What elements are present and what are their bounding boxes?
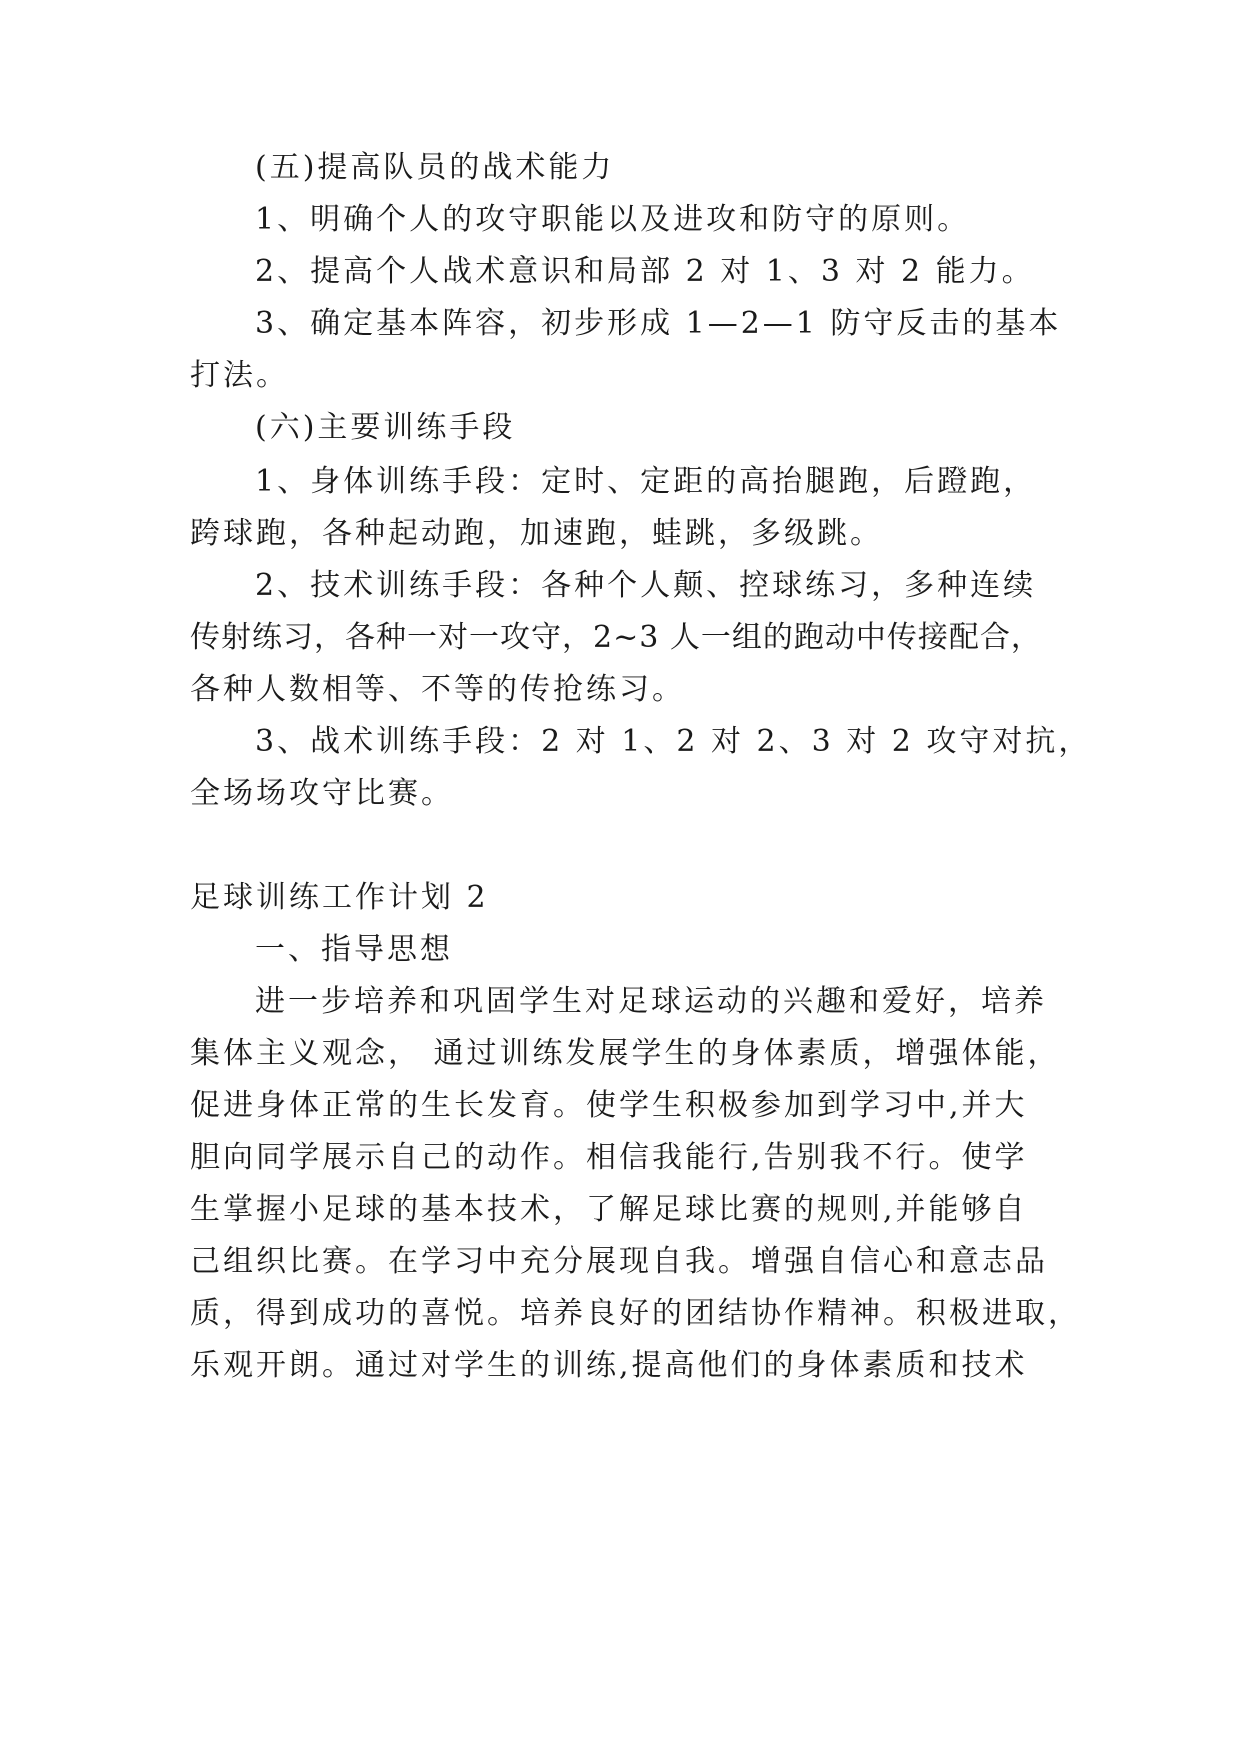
paragraph-line: 生掌握小足球的基本技术，了解足球比赛的规则,并能够自	[190, 1192, 1028, 1227]
section-heading-guiding-thought: 一、指导思想	[255, 932, 453, 967]
paragraph-line: 1、身体训练手段：定时、定距的高抬腿跑，后蹬跑，	[255, 464, 1037, 499]
paragraph-line: 传射练习，各种一对一攻守，2~3 人一组的跑动中传接配合，	[190, 620, 1042, 655]
document-title: 足球训练工作计划 2	[190, 880, 489, 915]
section-heading-training-methods: (六)主要训练手段	[255, 410, 516, 445]
paragraph-line: 集体主义观念， 通过训练发展学生的身体素质，增强体能，	[190, 1036, 1061, 1071]
paragraph-line: 胆向同学展示自己的动作。相信我能行,告别我不行。使学	[190, 1140, 1028, 1175]
paragraph-line: 促进身体正常的生长发育。使学生积极参加到学习中,并大	[190, 1088, 1028, 1123]
paragraph-line: 质，得到成功的喜悦。培养良好的团结协作精神。积极进取，	[190, 1296, 1081, 1331]
paragraph-line: 3、战术训练手段：2 对 1、2 对 2、3 对 2 攻守对抗，	[255, 724, 1092, 759]
paragraph-line: 跨球跑，各种起动跑，加速跑，蛙跳，多级跳。	[190, 516, 883, 551]
paragraph-line: 己组织比赛。在学习中充分展现自我。增强自信心和意志品	[190, 1244, 1048, 1279]
paragraph-line: 打法。	[190, 358, 289, 393]
paragraph-line: 进一步培养和巩固学生对足球运动的兴趣和爱好，培养	[255, 984, 1047, 1019]
paragraph-line: 2、提高个人战术意识和局部 2 对 1、3 对 2 能力。	[255, 254, 1035, 289]
paragraph-line: 乐观开朗。通过对学生的训练,提高他们的身体素质和技术	[190, 1348, 1028, 1383]
paragraph-line: 各种人数相等、不等的传抢练习。	[190, 672, 685, 707]
paragraph-line: 2、技术训练手段：各种个人颠、控球练习，多种连续	[255, 568, 1037, 603]
paragraph-line: 3、确定基本阵容，初步形成 1—2—1 防守反击的基本	[255, 306, 1062, 341]
section-heading-tactics: (五)提高队员的战术能力	[255, 150, 615, 185]
paragraph-line: 1、明确个人的攻守职能以及进攻和防守的原则。	[255, 202, 971, 237]
paragraph-line: 全场场攻守比赛。	[190, 776, 454, 811]
